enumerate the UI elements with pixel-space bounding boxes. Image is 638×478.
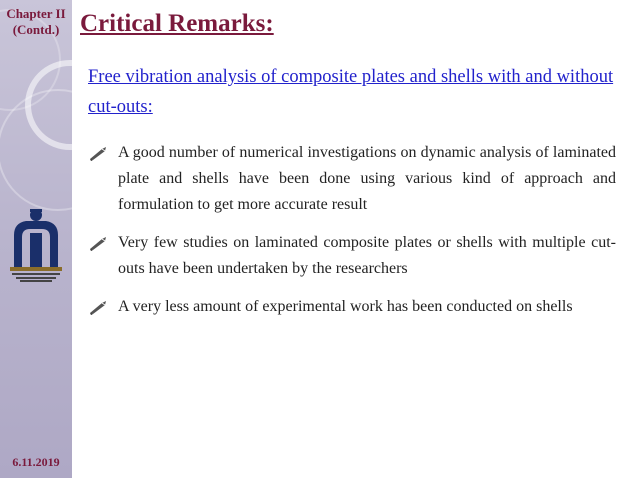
bullet-text: A very less amount of experimental work has been conducted on shells <box>118 298 573 315</box>
pen-nib-icon <box>88 235 110 251</box>
bullet-text: Very few studies on laminated composite plates or shells with multiple cut-outs have been undertaken by the researchers <box>118 234 616 277</box>
slide-subtitle: Free vibration analysis of composite plates and shells with and without cut-outs: <box>88 67 614 117</box>
chapter-number: Chapter II <box>6 6 66 21</box>
bullet-list <box>88 140 616 332</box>
list-item <box>88 230 616 282</box>
chapter-label <box>0 6 72 38</box>
chapter-contd: (Contd.) <box>12 22 60 37</box>
pen-nib-icon <box>88 299 110 315</box>
pen-nib-icon <box>88 145 110 161</box>
bullet-text: A good number of numerical investigations on dynamic analysis of laminated plate and shells have been done using various kind of approach and formulation to get more accurate result <box>118 144 616 213</box>
list-item <box>88 140 616 218</box>
list-item <box>88 294 616 320</box>
sidebar <box>0 0 72 478</box>
slide-title: Critical Remarks: <box>80 10 274 37</box>
slide-date: 6.11.2019 <box>12 455 60 469</box>
institute-logo-icon <box>8 205 64 283</box>
